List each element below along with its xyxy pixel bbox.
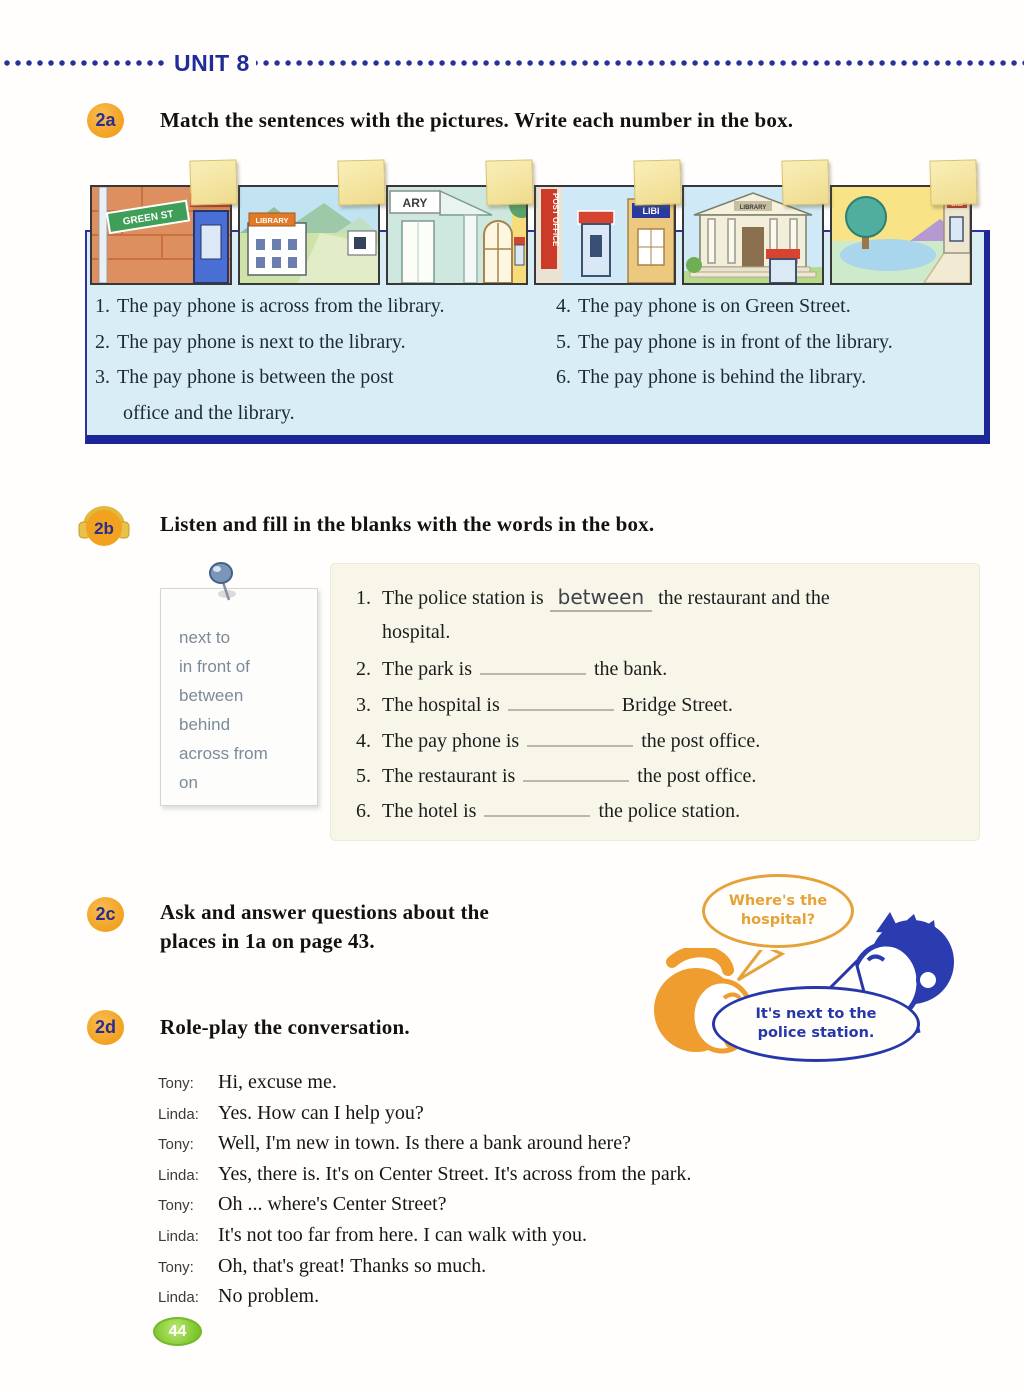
ear — [918, 970, 938, 990]
fill-blank-sentence: 3. The hospital is Bridge Street. — [356, 694, 733, 716]
task-2a: Match the sentences with the pictures. Write each number in the box. — [160, 108, 794, 132]
pay-phone — [770, 259, 796, 283]
word-item: in front of — [179, 657, 250, 676]
svg-text:2b: 2b — [94, 519, 114, 538]
task-2b: Listen and fill in the blanks with the words in the box. — [160, 512, 655, 536]
answer-blank — [484, 798, 590, 817]
dialogue-line: Tony: Oh, that's great! Thanks so much. — [158, 1254, 487, 1277]
speech-bubble-answer: It's next to the police station. — [712, 986, 920, 1062]
answer-box-1 — [189, 159, 237, 205]
page-number-badge: 44 — [153, 1317, 202, 1346]
phone-sign — [514, 237, 525, 245]
street-sign-label: GREEN ST — [122, 208, 175, 228]
fill-blank-sentence: 5. The restaurant is the post office. — [356, 765, 757, 787]
answer-blank — [523, 763, 629, 782]
library-sign-label: LIBRARY — [739, 205, 767, 211]
answer-blank — [508, 692, 614, 711]
answer-box-2 — [337, 159, 385, 205]
dialogue-line: Linda: It's not too far from here. I can walk with you. — [158, 1223, 588, 1246]
fill-blank-sentence: 4. The pay phone is the post office. — [356, 730, 761, 752]
section-badge-2a: 2a — [87, 103, 124, 138]
entrance-sign-label: ARY — [402, 196, 428, 210]
dialogue-line: Linda: Yes. How can I help you? — [158, 1101, 424, 1124]
fill-blank-sentence-cont: hospital. — [382, 621, 451, 643]
post-office-sign-label: POST OFFICE — [551, 193, 560, 247]
dialogue-line: Linda: No problem. — [158, 1285, 320, 1308]
unit-title: UNIT 8 — [174, 49, 250, 76]
fill-blank-sentence: 1. The police station is between the restaurant and the — [356, 585, 830, 612]
word-item: behind — [179, 715, 231, 734]
dialogue-line: Linda: Yes, there is. It's on Center Street. It's across from the park. — [158, 1162, 692, 1185]
answer-box-3 — [485, 159, 533, 205]
door — [742, 227, 764, 267]
answer-box-6 — [929, 159, 977, 205]
word-box — [160, 588, 318, 806]
fill-blank-sentence: 6. The hotel is the police station. — [356, 800, 741, 822]
fill-blank-sentence: 2. The park is the bank. — [356, 658, 668, 680]
section-badge-2b — [74, 498, 134, 550]
task-2c: Ask and answer questions about the places in 1a on page 43. — [160, 900, 490, 953]
tree — [846, 197, 886, 237]
word-item: across from — [179, 744, 268, 763]
dialogue-line: Tony: Oh ... where's Center Street? — [158, 1193, 447, 1216]
conversation-illustration — [640, 868, 970, 1078]
pond — [840, 239, 936, 271]
library-sign-label: LIBI — [642, 206, 660, 216]
filled-answer: between — [550, 585, 652, 612]
word-list — [179, 623, 317, 797]
dialogue — [158, 1068, 938, 1313]
match-sentence: 5. The pay phone is in front of the library. — [556, 330, 893, 353]
unit-header — [0, 50, 1024, 76]
bubble-tail — [736, 944, 786, 984]
match-sentence: 3. The pay phone is between the post office and the library. — [95, 366, 394, 424]
answer-blank — [527, 728, 633, 747]
section-badge-2c: 2c — [87, 897, 124, 932]
word-item: between — [179, 686, 244, 705]
phone-sign — [766, 249, 800, 259]
answer-box-5 — [781, 159, 829, 205]
speech-bubble-question: Where's the hospital? — [702, 874, 854, 948]
task-2d: Role-play the conversation. — [160, 1015, 410, 1039]
exercise-2b-panel — [330, 563, 980, 841]
sign-pole — [99, 187, 107, 283]
answer-blank — [480, 656, 586, 675]
word-item: next to — [179, 628, 231, 647]
match-sentence: 2. The pay phone is next to the library. — [95, 330, 406, 353]
column — [464, 215, 477, 283]
phone-sign — [578, 211, 614, 224]
pay-phone — [950, 217, 963, 241]
word-item: on — [179, 773, 198, 792]
library-sign-label: LIBRARY — [255, 216, 289, 225]
push-pin-icon — [203, 560, 243, 606]
match-sentence: 6. The pay phone is behind the library. — [556, 366, 867, 388]
dotted-rule — [256, 58, 1024, 68]
section-badge-2d: 2d — [87, 1010, 124, 1045]
match-sentences-right — [556, 289, 986, 396]
match-sentence: 4. The pay phone is on Green Street. — [556, 295, 851, 317]
dotted-rule — [0, 58, 168, 68]
match-sentences-left — [95, 289, 540, 431]
dialogue-line: Tony: Hi, excuse me. — [158, 1071, 337, 1093]
match-sentence: 1. The pay phone is across from the library. — [95, 295, 445, 317]
dialogue-line: Tony: Well, I'm new in town. Is there a bank around here? — [158, 1132, 631, 1155]
answer-box-4 — [633, 159, 681, 205]
